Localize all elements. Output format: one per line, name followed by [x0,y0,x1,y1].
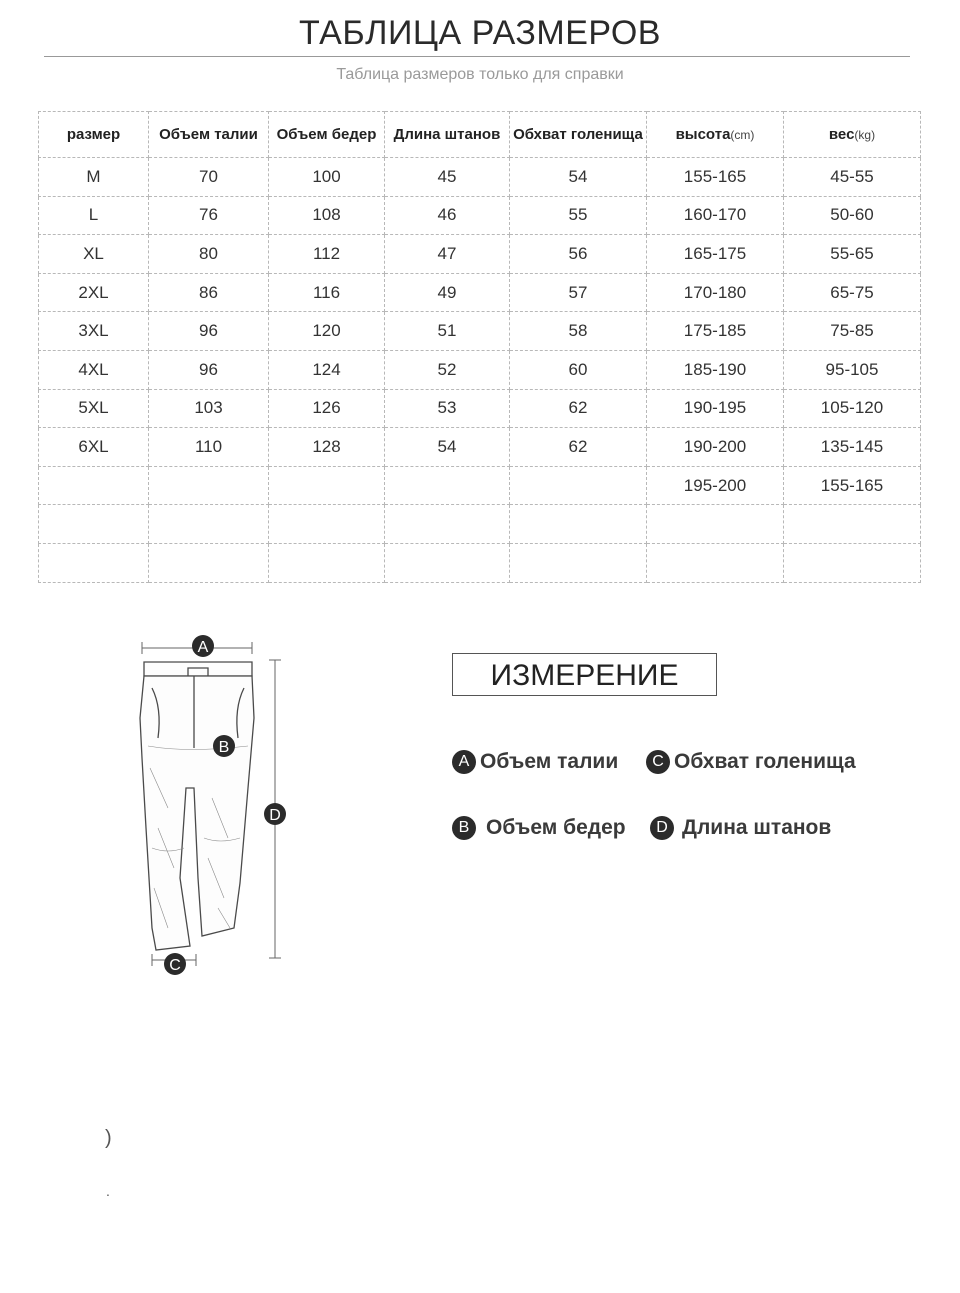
badge-a: A [452,750,476,774]
table-cell: 62 [510,389,647,428]
table-cell: 55 [510,196,647,235]
table-cell [39,466,149,505]
table-row [39,273,921,312]
table-cell: 108 [269,196,385,235]
table-cell: 70 [149,158,269,197]
table-cell: 96 [149,312,269,351]
table-cell: 47 [385,235,510,274]
table-cell: 54 [510,158,647,197]
table-cell: 170-180 [647,273,784,312]
table-cell: 57 [510,273,647,312]
table-cell: XL [39,235,149,274]
marker-c [164,953,186,975]
table-cell: 120 [269,312,385,351]
table-cell: 76 [149,196,269,235]
legend-label: Объем бедер [486,816,626,839]
measurement-title: ИЗМЕРЕНИЕ [452,653,717,696]
table-cell: 3XL [39,312,149,351]
table-cell: 54 [385,428,510,467]
size-table [38,111,921,583]
table-cell: 135-145 [784,428,921,467]
table-cell: 112 [269,235,385,274]
table-cell: 165-175 [647,235,784,274]
legend-item-calf [646,750,856,774]
column-header [269,112,385,158]
table-cell [39,505,149,544]
table-cell: 52 [385,350,510,389]
table-cell: 110 [149,428,269,467]
column-header [39,112,149,158]
table-cell: 55-65 [784,235,921,274]
table-cell: 160-170 [647,196,784,235]
page-title: ТАБЛИЦА РАЗМЕРОВ [299,14,661,52]
column-header [510,112,647,158]
stray-dot: . [106,1183,110,1199]
table-cell: 62 [510,428,647,467]
badge-d: D [650,816,674,840]
column-header [784,112,921,158]
table-cell: 65-75 [784,273,921,312]
table-row [39,350,921,389]
table-cell: 190-200 [647,428,784,467]
column-header-label: Объем бедер [276,126,377,143]
table-cell: 80 [149,235,269,274]
table-cell: 56 [510,235,647,274]
column-header-label: Объем талии [159,126,258,143]
table-cell [269,505,385,544]
svg-text:B: B [218,739,230,756]
table-cell: 58 [510,312,647,351]
table-cell: 5XL [39,389,149,428]
table-cell [149,543,269,582]
table-cell: 6XL [39,428,149,467]
column-header-label: высота [675,126,731,143]
pants-diagram [128,628,298,983]
table-cell: M [39,158,149,197]
table-cell: 100 [269,158,385,197]
table-cell: 124 [269,350,385,389]
table-cell: 51 [385,312,510,351]
table-cell: 60 [510,350,647,389]
table-row [39,428,921,467]
page-subtitle: Таблица размеров только для справки [336,66,624,83]
table-row [39,158,921,197]
table-cell: 46 [385,196,510,235]
badge-b: B [452,816,476,840]
legend-item-waist [452,750,618,774]
column-header-label: вес [828,126,855,143]
marker-b [213,735,235,757]
marker-d [264,803,286,825]
table-cell [784,505,921,544]
column-header-unit: (cm) [730,128,755,142]
legend-label: Объем талии [480,750,619,773]
table-row [39,466,921,505]
table-cell: 195-200 [647,466,784,505]
column-header-label: Длина штанов [393,126,501,143]
table-body [39,158,921,583]
table-cell: 95-105 [784,350,921,389]
table-cell: 185-190 [647,350,784,389]
table-cell: 86 [149,273,269,312]
table-cell: 155-165 [647,158,784,197]
table-cell [149,505,269,544]
marker-a [192,635,214,657]
table-cell [385,505,510,544]
table-cell: 4XL [39,350,149,389]
table-cell [784,543,921,582]
table-row [39,196,921,235]
table-cell: 45 [385,158,510,197]
column-header-label: Обхват голенища [513,126,643,143]
column-header-label: размер [66,126,121,143]
table-row [39,312,921,351]
legend-item-length [650,816,831,840]
table-cell [647,543,784,582]
table-cell: 53 [385,389,510,428]
table-cell: 103 [149,389,269,428]
badge-c: C [646,750,670,774]
column-header [149,112,269,158]
table-cell: L [39,196,149,235]
column-header [385,112,510,158]
svg-text:D: D [269,807,281,824]
stray-mark: ) [105,1127,112,1149]
table-cell [510,466,647,505]
table-cell: 105-120 [784,389,921,428]
table-cell: 49 [385,273,510,312]
column-header [647,112,784,158]
svg-text:A: A [197,639,209,656]
table-cell: 75-85 [784,312,921,351]
table-row [39,389,921,428]
table-cell [510,505,647,544]
table-cell [385,466,510,505]
legend-label: Обхват голенища [674,750,856,773]
table-row [39,505,921,544]
pants-sketch [140,662,254,950]
legend-item-hips [452,816,626,840]
table-header-row [39,112,921,158]
table-cell [269,466,385,505]
table-cell [510,543,647,582]
table-cell: 116 [269,273,385,312]
table-cell: 2XL [39,273,149,312]
table-cell: 96 [149,350,269,389]
table-cell: 126 [269,389,385,428]
table-row [39,543,921,582]
table-row [39,235,921,274]
table-cell: 50-60 [784,196,921,235]
table-cell: 128 [269,428,385,467]
legend-label: Длина штанов [682,816,832,839]
table-cell: 190-195 [647,389,784,428]
table-cell [269,543,385,582]
column-header-unit: (kg) [854,128,876,142]
table-cell: 45-55 [784,158,921,197]
svg-text:C: C [169,957,181,974]
table-cell [385,543,510,582]
table-cell: 155-165 [784,466,921,505]
table-cell [149,466,269,505]
table-cell: 175-185 [647,312,784,351]
table-cell [39,543,149,582]
table-cell [647,505,784,544]
title-divider [44,56,910,57]
